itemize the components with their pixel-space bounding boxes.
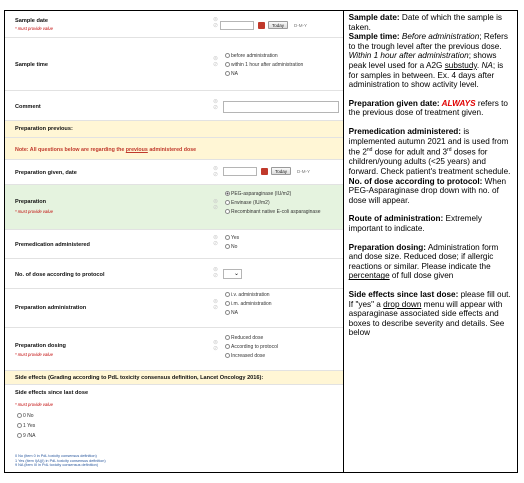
- option-label: Erwinase (IU/m2): [231, 200, 270, 206]
- radio-icon[interactable]: [225, 344, 230, 349]
- help-emphasis: Before administration: [399, 32, 480, 42]
- row-preparation: [5, 185, 344, 230]
- option-label: 1 Yes: [23, 423, 36, 429]
- option-within-1h[interactable]: [225, 61, 303, 69]
- option-label: NA: [231, 310, 238, 316]
- option-label: 0 No: [23, 413, 34, 419]
- radio-icon[interactable]: [225, 335, 230, 340]
- option-se-yes[interactable]: [17, 423, 35, 429]
- help-route: [349, 214, 513, 233]
- help-underline: drop down: [383, 299, 422, 309]
- option-label: Recombinant native E-coli asparaginase: [231, 209, 321, 215]
- help-text: ; is for samples in between. Ex. 4 days after administration to show activity level.: [348, 60, 504, 90]
- footnote: 1 Yes (item I(A)(I) in PdL toxicity consensus definition): [15, 458, 106, 463]
- help-premedication: [349, 127, 513, 177]
- help-sample-date: [349, 13, 513, 90]
- help-prep-date: [349, 99, 513, 118]
- date-format-label: D-M-Y: [294, 23, 307, 28]
- option-label: before administration: [231, 53, 278, 59]
- row-comment: [5, 91, 344, 121]
- radio-icon[interactable]: [225, 292, 230, 297]
- option-label: PEG-asparaginase (IU/m2): [231, 191, 292, 197]
- option-label: NA: [231, 71, 238, 77]
- radio-icon[interactable]: [17, 433, 22, 438]
- chevron-down-icon: ⌄: [234, 271, 240, 277]
- section-header-preparation: [5, 121, 344, 138]
- help-text: menu will appear with asparaginase associated side effects and boxes to describe severity and details. See below: [348, 299, 505, 338]
- help-text: of full dose given: [389, 271, 454, 281]
- prep-date-input[interactable]: [223, 167, 257, 176]
- radio-icon[interactable]: [17, 423, 22, 428]
- radio-icon[interactable]: [225, 310, 230, 315]
- help-dose-number: [349, 177, 513, 206]
- history-icon: ⊚ ⊘: [213, 199, 219, 211]
- row-side-effects: [5, 385, 344, 472]
- help-text: refers to the previous dose of treatment given.: [348, 98, 508, 118]
- help-text: Administration form and dose size. Reduced dose; if allergic reactions or similar. Please indicate the: [348, 242, 499, 271]
- radio-icon[interactable]: [225, 209, 230, 214]
- help-underline: percentage: [348, 271, 390, 281]
- help-term: Sample time:: [348, 32, 400, 42]
- help-text: Date of which the sample is taken.: [348, 13, 503, 32]
- prep-given-label: Preparation given, date: [15, 170, 77, 176]
- calendar-icon[interactable]: [258, 22, 265, 29]
- radio-icon[interactable]: [225, 200, 230, 205]
- dose-number-label: No. of dose according to protocol: [15, 272, 105, 278]
- row-sample-time: [5, 38, 344, 91]
- row-dosing: [5, 328, 344, 371]
- section-title: Side effects (Grading according to PdL toxicity consensus definition, Lancet Oncology 2016):: [15, 375, 264, 381]
- help-emphasis: Within 1 hour after administration: [348, 51, 469, 61]
- preparation-note-row: [5, 138, 344, 160]
- radio-icon[interactable]: [225, 353, 230, 358]
- option-yes[interactable]: [225, 234, 239, 242]
- footnotes: [15, 454, 106, 468]
- help-term: Sample date:: [348, 13, 400, 22]
- option-label: According to protocol: [231, 344, 278, 350]
- radio-icon[interactable]: [225, 71, 230, 76]
- footnote: 9 NA (item III in PdL toxicity consensus definition): [15, 463, 99, 468]
- footnote: 0 No (item 0 in PdL toxicity consensus definition): [15, 454, 97, 458]
- help-text: doses for children/young adults (<25 years) and forward. Check patient's treatment schedule.: [348, 147, 511, 177]
- history-icon: ⊚ ⊘: [213, 340, 219, 352]
- option-increased[interactable]: [225, 352, 265, 360]
- row-dose-number: [5, 259, 344, 289]
- premedication-label: Premedication administered: [15, 242, 90, 248]
- help-text: ; Refers to the trough level after the previous dose.: [348, 32, 508, 51]
- help-term: No. of dose according to protocol:: [348, 176, 483, 186]
- option-no[interactable]: [225, 243, 237, 251]
- help-alert: ALWAYS: [439, 98, 476, 108]
- option-recombinant[interactable]: [225, 208, 321, 216]
- help-text-column: [344, 11, 517, 472]
- option-label: Reduced dose: [231, 335, 264, 341]
- option-label: 9 /NA: [23, 433, 36, 439]
- section-header-side-effects: [5, 371, 344, 385]
- required-note: * must provide value: [15, 352, 53, 357]
- help-term: Premedication administered:: [348, 126, 462, 136]
- option-na[interactable]: [225, 70, 238, 78]
- option-label: i.v. administration: [231, 292, 270, 298]
- option-se-na[interactable]: [17, 433, 36, 439]
- row-prep-given-date: [5, 160, 344, 185]
- section-title: Preparation previous:: [15, 126, 73, 132]
- radio-icon[interactable]: [225, 235, 230, 240]
- administration-label: Preparation administration: [15, 305, 87, 311]
- side-effects-label: Side effects since last dose: [15, 390, 89, 396]
- history-icon: ⊚ ⊘: [213, 17, 219, 29]
- option-label: Increased dose: [231, 353, 266, 359]
- option-peg[interactable]: [225, 190, 291, 198]
- help-text: .: [476, 60, 482, 70]
- history-icon: ⊚ ⊘: [213, 299, 219, 311]
- required-note: * must provide value: [15, 402, 53, 407]
- option-label: within 1 hour after administration: [231, 62, 304, 68]
- help-emphasis: NA: [481, 60, 493, 70]
- row-sample-date: [5, 11, 344, 38]
- preparation-label: Preparation: [15, 199, 47, 205]
- radio-icon[interactable]: [225, 62, 230, 67]
- today-button[interactable]: Today: [271, 167, 291, 175]
- today-button[interactable]: Today: [268, 21, 288, 29]
- help-text: When PEG-Asparaginase drop down with no. of dose will appear.: [348, 176, 507, 205]
- sample-date-label: Sample date: [15, 18, 48, 24]
- history-icon: ⊚ ⊘: [213, 267, 219, 279]
- help-text: please fill out. If "yes" a: [348, 289, 511, 309]
- radio-selected-icon[interactable]: [225, 191, 230, 196]
- option-im[interactable]: [225, 300, 272, 308]
- option-protocol[interactable]: [225, 343, 278, 351]
- help-text: Extremely important to indicate.: [348, 214, 482, 234]
- row-administration: [5, 289, 344, 328]
- help-term: Side effects since last dose:: [348, 289, 459, 299]
- help-text: ; shows peak level used for a A2G: [348, 51, 497, 70]
- document-table: [4, 10, 518, 473]
- help-text: dose for adult and 3: [372, 147, 448, 157]
- history-icon: ⊚ ⊘: [213, 99, 219, 111]
- sample-date-input[interactable]: [220, 21, 254, 30]
- note-text: Note: All questions below are regarding the: [15, 147, 126, 153]
- option-iv[interactable]: [225, 291, 270, 299]
- option-before-admin[interactable]: [225, 52, 278, 60]
- help-term: Preparation dosing:: [348, 242, 426, 252]
- note-text: administered dose: [147, 147, 197, 153]
- help-underline: substudy: [444, 60, 477, 70]
- preparation-note: [15, 147, 196, 153]
- form-screenshot: [5, 11, 344, 472]
- row-premedication: [5, 230, 344, 259]
- comment-input[interactable]: [223, 101, 339, 113]
- note-emphasis: previous: [125, 147, 148, 153]
- radio-icon[interactable]: [225, 53, 230, 58]
- option-label: No: [231, 244, 238, 250]
- option-erwinase[interactable]: [225, 199, 270, 207]
- option-label: Yes: [231, 235, 240, 241]
- sample-time-label: Sample time: [15, 62, 48, 68]
- help-text: is implemented autumn 2021 and is used from the 2: [348, 126, 509, 157]
- dosing-label: Preparation dosing: [15, 343, 66, 349]
- option-se-no[interactable]: [17, 413, 34, 419]
- radio-icon[interactable]: [225, 301, 230, 306]
- option-label: i.m. administration: [231, 301, 272, 307]
- help-superscript: rd: [447, 147, 452, 154]
- radio-icon[interactable]: [225, 244, 230, 249]
- help-dosing: [349, 243, 513, 281]
- help-term: Route of administration:: [348, 214, 444, 224]
- help-term: Preparation given date:: [348, 98, 440, 108]
- history-icon: ⊚ ⊘: [213, 166, 219, 178]
- help-side-effects: [349, 290, 513, 338]
- required-note: * must provide value: [15, 209, 53, 214]
- history-icon: ⊚ ⊘: [213, 56, 219, 68]
- date-format-label: D-M-Y: [297, 169, 310, 174]
- option-na[interactable]: [225, 309, 238, 317]
- dose-number-select[interactable]: [223, 269, 242, 279]
- history-icon: ⊚ ⊘: [213, 235, 219, 247]
- option-reduced[interactable]: [225, 334, 263, 342]
- comment-label: Comment: [15, 104, 41, 110]
- radio-icon[interactable]: [17, 413, 22, 418]
- calendar-icon[interactable]: [261, 168, 268, 175]
- help-superscript: nd: [366, 147, 373, 154]
- required-note: * must provide value: [15, 26, 53, 31]
